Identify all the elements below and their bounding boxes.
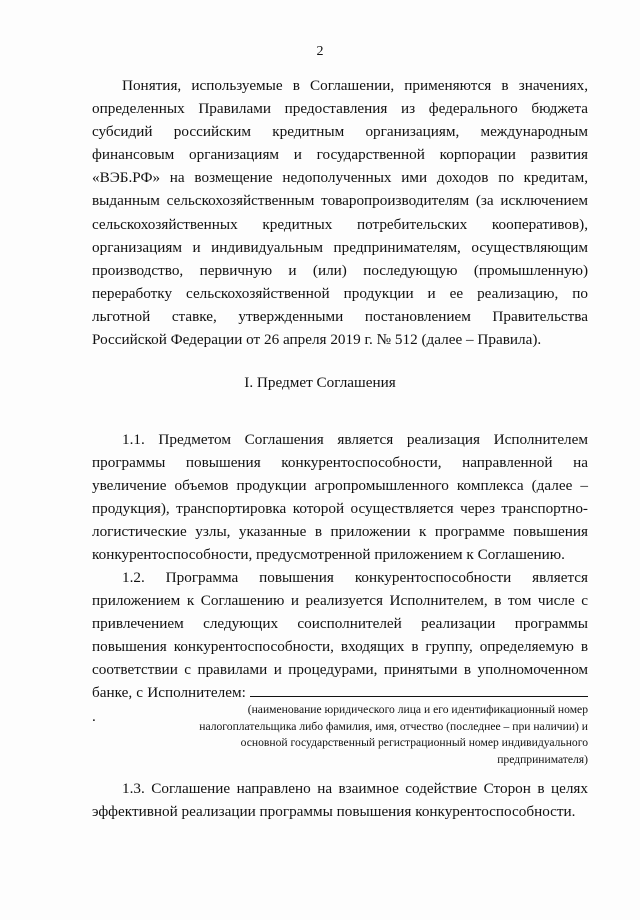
blank-line-caption: (наименование юридического лица и его идентификационный номер налогоплательщика либо фамилия, имя, отчество (последнее – при наличии) и основной государственный регистрационный номер индивидуального предпринимателя) xyxy=(199,703,588,766)
page-number: 2 xyxy=(316,44,324,59)
clause-1-2-text: 1.2. Программа повышения конкурентоспособности является приложением к Соглашению и реализуется Исполнителем, в том числе с привлечением следующих соисполнителей реализации программы повышения конкурентоспособности, входящих в группу, определяемую в соответствии с правилами и процедурами, принятыми в уполномоченном банке, с Исполнителем: xyxy=(92,569,588,702)
section-title: I. Предмет Соглашения xyxy=(244,374,396,391)
intro-paragraph: Понятия, используемые в Соглашении, применяются в значениях, определенных Правилами предоставления из федерального бюджета субсидий российским кредитным организациям, международным финансовым организациям и государственной корпорации развития «ВЭБ.РФ» на возмещение недополученных ими доходов по кредитам, выданным сельскохозяйственным товаропроизводителям (за исключением сельскохозяйственных кредитных потребительских кооперативов), организациям и индивидуальным предпринимателям, осуществляющим производство, первичную и (или) последующую (промышленную) переработку сельскохозяйственной продукции и ее реализацию, по льготной ставке, утвержденными постановлением Правительства Российской Федерации от 26 апреля 2019 г. № 512 (далее – Правила). xyxy=(92,77,588,349)
clause-1-2-end: . xyxy=(92,707,96,725)
fill-in-blank-line xyxy=(250,682,588,697)
clause-1-1: 1.1. Предметом Соглашения является реализация Исполнителем программы повышения конкурентоспособности, направленной на увеличение объемов продукции агропромышленного комплекса (далее – продукция), транспортировка которой осуществляется через транспортно-логистические узлы, указанные в приложении к программе повышения конкурентоспособности, предусмотренной приложением к Соглашению. xyxy=(92,431,588,564)
clause-1-3: 1.3. Соглашение направлено на взаимное содействие Сторон в целях эффективной реализации программы повышения конкурентоспособности. xyxy=(92,780,588,821)
